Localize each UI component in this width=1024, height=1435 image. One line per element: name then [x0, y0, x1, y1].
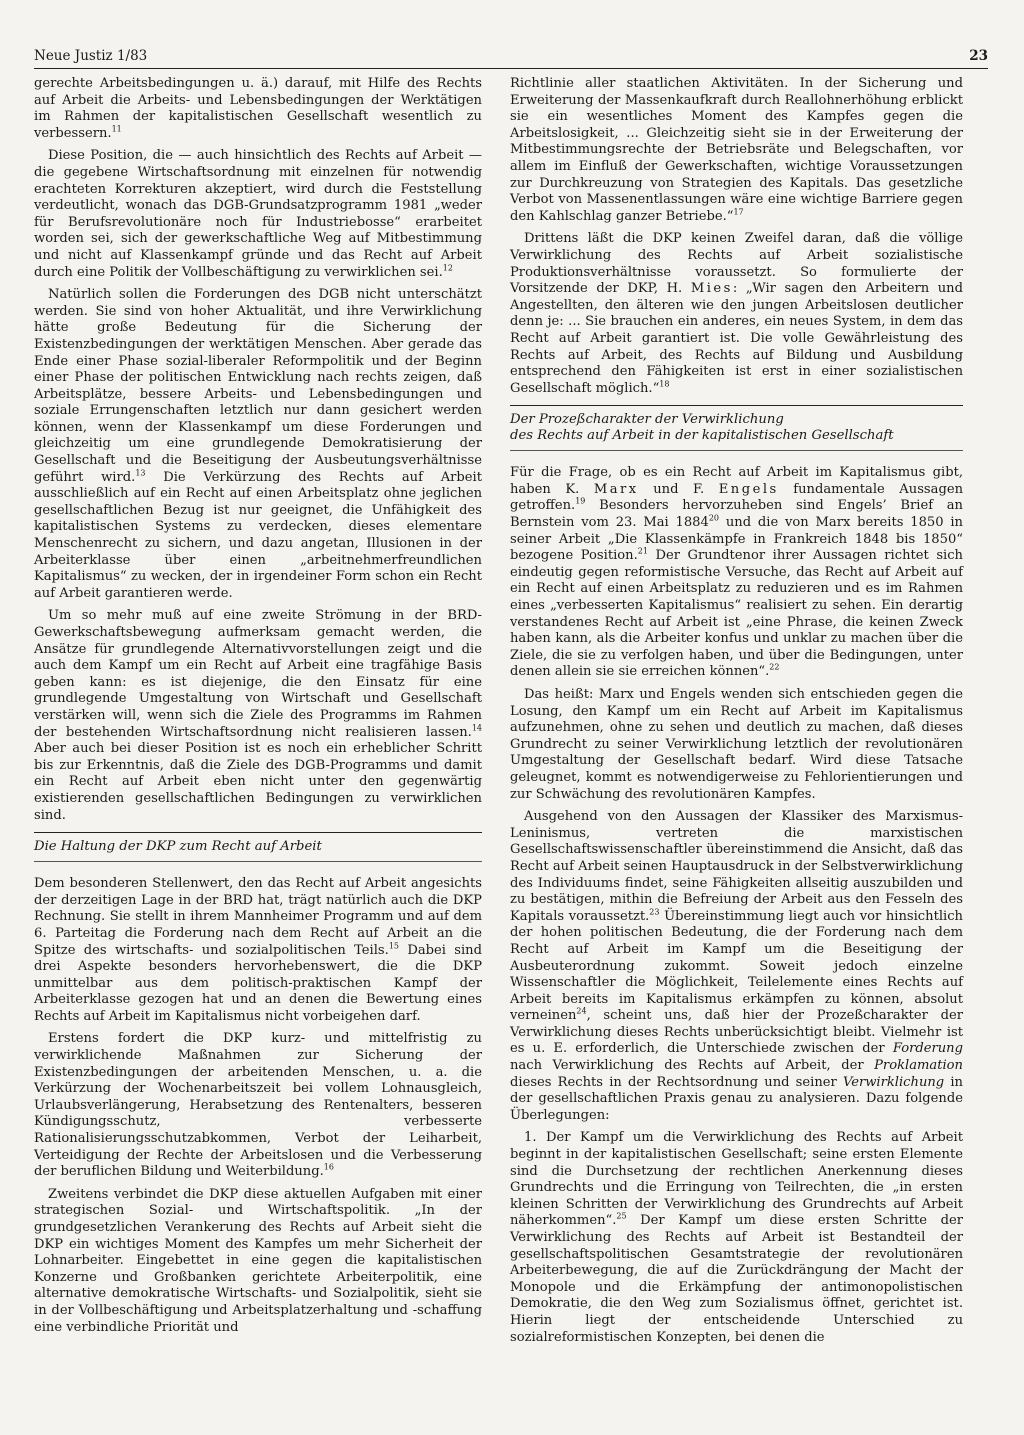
section-heading-line: Der Prozeßcharakter der Verwirklichung [510, 412, 784, 428]
paragraph: Für die Frage, ob es ein Recht auf Arbeit im Kapitalismus gibt, haben K. Marx und F. Engels fundamentale Aussagen getroffen.$^{19}$ Besonders hervorzuheben sind Engels’ Brief an Bernstein vom 23. Mai 1884$^{20}$ und die von Marx bereits 1850 in seiner Arbeit „Die Klassenkämpfe in Frankreich 1848 bis 1850“ bezogene Position.$^{21}$ Der Grundtenor ihrer Aussagen richtet sich eindeutig gegen reformistische Versuche, das Recht auf Arbeit auf ein Recht auf einen Arbeitsplatz zu reduzieren und es im Rahmen eines „verbesserten Kapitalismus“ realisiert zu sehen. Ein derartig verstandenes Recht auf Arbeit ist „eine Phrase, die keinen Zweck haben kann, als die Arbeiter konfus und unklar zu machen über die Ziele, die sie zu verfolgen haben, und über die Bedingungen, unter denen allein sie sie erreichen können“.$^{22}$ [510, 465, 964, 680]
paragraph: Erstens fordert die DKP kurz- und mittelfristig zu verwirklichende Maßnahmen zur Sicherung der Existenzbedingungen der arbeitenden Menschen, u. a. die Verkürzung der Wochenarbeitszeit bei vollem Lohnausgleich, Urlaubsverlängerung, Herabsetzung des Rentenalters, besseren Kündigungsschutz, verbesserte Rationalisierungsschutzabkommen, Verbot der Leiharbeit, Verteidigung der Rechte der Arbeitslosen und die Verbesserung der beruflichen Bildung und Weiterbildung.$^{16}$ [34, 1031, 482, 1180]
paragraph: Dem besonderen Stellenwert, den das Recht auf Arbeit angesichts der derzeitigen Lage in der BRD hat, trägt natürlich auch die DKP Rechnung. Sie stellt in ihrem Mannheimer Programm und auf dem 6. Parteitag die Forderung nach dem Recht auf Arbeit an die Spitze des wirtschafts- und sozialpolitischen Teils.$^{15}$ Dabei sind drei Aspekte besonders hervorhebenswert, die die DKP unmittelbar aus dem politisch-praktischen Kampf der Arbeiterklasse gezogen hat und an denen die Bewertung eines Rechts auf Arbeit im Kapitalismus nicht vorbeigehen darf. [34, 876, 482, 1024]
paragraph: Um so mehr muß auf eine zweite Strömung in der BRD-Gewerkschaftsbewegung aufmerksam gemacht werden, die Ansätze für grundlegende Alternativvorstellungen zeigt und die auch dem Kampf um ein Recht auf Arbeit eine tragfähige Basis geben kann: es ist diejenige, die den Einsatz für eine grundlegende Umgestaltung von Wirtschaft und Gesellschaft verstärken will, wenn sich die Ziele des Programms im Rahmen der bestehenden Wirtschaftsordnung nicht realisieren lassen.$^{14}$ Aber auch bei dieser Position ist es noch ein erheblicher Schritt bis zur Erkenntnis, daß die Ziele des DGB-Programms und damit ein Recht auf Arbeit eben nicht unter den gegenwärtig existierenden gesellschaftlichen Bedingungen zu verwirklichen sind. [34, 608, 482, 823]
footnote-ref[interactable]: 22 [769, 663, 780, 673]
paragraph: Richtlinie aller staatlichen Aktivitäten. In der Sicherung und Erweiterung der Massenkaufkraft durch Reallohnerhöhung erblickt sie ein wesentliches Moment des Kampfes gegen die Arbeitslosigkeit, ... Gleichzeitig sieht sie in der Erweiterung der Mitbestimmungsrechte der Betriebsräte und Belegschaften, vor allem im Einfluß der Gewerkschaften, wichtige Voraussetzungen zur Durchkreuzung von Strategien des Kapitals. Das gesetzliche Verbot von Massenentlassungen wäre eine wichtige Barriere gegen den Kahlschlag ganzer Betriebe.“$^{17}$ [510, 76, 963, 224]
footnote-ref[interactable]: 25 [616, 1212, 627, 1222]
author-name: Marx [593, 481, 639, 497]
paragraph: Zweitens verbindet die DKP diese aktuellen Aufgaben mit einer strategischen Sozial- und Wirtschaftspolitik. „In der grundgesetzlichen Verankerung des Rechts auf Arbeit sieht die DKP ein wichtiges Moment des Kampfes um mehr Sicherheit der Lohnarbeiter. Eingebettet in eine gegen die kapitalistischen Konzerne und Großbanken gerichtete Arbeiterpolitik, eine alternative demokratische Wirtschafts- und Sozialpolitik, sieht sie in der Vollbeschäftigung und Arbeitsplatzerhaltung und -schaffung eine verbindliche Priorität und [34, 1186, 482, 1335]
footnote-ref[interactable]: 12 [442, 263, 453, 273]
page-number: 23 [969, 48, 988, 64]
paragraph: Das heißt: Marx und Engels wenden sich entschieden gegen die Losung, den Kampf um ein Recht auf Arbeit im Kapitalismus aufzunehmen, ohne zu sehen und deutlich zu machen, daß dieses Grundrecht zu seiner Verwirklichung letztlich der revolutionären Umgestaltung der Gesellschaft bedarf. Wird diese Tatsache geleugnet, kommt es notwendigerweise zu Fehlorientierungen und zur Schwächung des revolutionären Kampfes. [510, 687, 963, 802]
paragraph: Natürlich sollen die Forderungen des DGB nicht unterschätzt werden. Sie sind von hoher Aktualität, und ihre Verwirklichung hätte große Bedeutung für die Sicherung der Existenzbedingungen der werktätigen Menschen. Aber gerade das Ende einer Phase sozial-liberaler Reformpolitik und der Beginn einer Phase der politischen Entwicklung nach rechts zeigen, daß Arbeitsplätze, bessere Arbeits- und Lebensbedingungen und soziale Errungenschaften letztlich nur dann gesichert werden können, wenn der Klassenkampf um diese Forderungen und gleichzeitig um eine grundlegende Demokratisierung der Gesellschaft und die Beseitigung der Ausbeutungsverhältnisse geführt wird.$^{13}$ Die Verkürzung des Rechts auf Arbeit ausschließlich auf ein Recht auf einen Arbeitsplatz ohne jeglichen gesellschaftlichen Bezug ist nur geeignet, die Unfähigkeit des kapitalistischen Systems zu verdecken, dieses elementare Menschenrecht zu sichern, und dazu angetan, Illusionen in der Arbeiterklasse über einen „arbeitnehmerfreundlichen Kapitalismus“ zu wecken, der in irgendeiner Form schon ein Recht auf Arbeit garantieren werde. [34, 287, 482, 601]
footnote-ref[interactable]: 21 [637, 546, 648, 556]
section-heading-line: des Rechts auf Arbeit in der kapitalistischen Gesellschaft [510, 428, 894, 444]
paragraph: Ausgehend von den Aussagen der Klassiker des Marxismus-Leninismus, vertreten die marxistischen Gesellschaftswissenschaftler übereinstimmend die Ansicht, daß das Recht auf Arbeit seinen Hauptausdruck in der Selbstverwirklichung des Individuums findet, seine Fähigkeiten allseitig auszubilden und zu bestätigen, mithin die Befreiung der Arbeit aus den Fesseln des Kapitals voraussetzt.$^{23}$ Übereinstimmung liegt auch vor hinsichtlich der hohen politischen Bedeutung, die der Forderung nach dem Recht auf Arbeit im Kampf um die Beseitigung der Ausbeuterordnung zukommt. Soweit jedoch einzelne Wissenschaftler die Möglichkeit, Teilelemente eines Rechts auf Arbeit bereits im Kapitalismus erkämpfen zu können, absolut verneinen$^{24}$, scheint uns, daß hier der Prozeßcharakter der Verwirklichung dieses Rechts unberücksichtigt bleibt. Vielmehr ist es u. E. erforderlich, die Unterschiede zwischen der Forderung nach Verwirklichung des Rechts auf Arbeit, der Proklamation dieses Rechts in der Rechtsordnung und seiner Verwirklichung in der gesellschaftlichen Praxis genau zu analysieren. Dazu folgende Überlegungen: [510, 809, 963, 1123]
footnote-ref[interactable]: 17 [733, 207, 744, 217]
emphasis: Proklamation [874, 1058, 963, 1074]
footnote-ref[interactable]: 14 [471, 723, 482, 733]
footnote-ref[interactable]: 15 [388, 941, 399, 951]
right-column [510, 76, 963, 1352]
emphasis: Forderung [892, 1041, 963, 1057]
section-heading [510, 405, 963, 451]
footnote-ref[interactable]: 16 [323, 1162, 334, 1172]
footnote-ref[interactable]: 20 [708, 513, 720, 523]
footnote-ref[interactable]: 18 [659, 379, 670, 389]
left-column [34, 76, 482, 1342]
footnote-ref[interactable]: 24 [576, 1006, 587, 1016]
author-name: Mies [690, 281, 733, 297]
author-name: Engels [718, 481, 779, 497]
footnote-ref[interactable]: 23 [649, 907, 660, 917]
paragraph: Diese Position, die — auch hinsichtlich des Rechts auf Arbeit — die gegebene Wirtschaftsordnung mit einzelnen für notwendig erachteten Korrekturen akzeptiert, wird durch die Feststellung verdeutlicht, wonach das DGB-Grundsatzprogramm 1981 „weder für Berufsrevolutionäre noch für Industriebosse“ erarbeitet worden sei, sich der gewerkschaftliche Weg auf Mitbestimmung und nicht auf Klassenkampf gründe und das Recht auf Arbeit durch eine Politik der Vollbeschäftigung zu verwirklichen sei.$^{12}$ [34, 148, 482, 280]
emphasis: Verwirklichung [842, 1074, 945, 1090]
footnote-ref[interactable]: 11 [111, 124, 122, 134]
running-title: Neue Justiz 1/83 [34, 48, 148, 64]
paragraph: gerechte Arbeitsbedingungen u. ä.) darauf, mit Hilfe des Rechts auf Arbeit die Arbeits- und Lebensbedingungen der Werktätigen im Rahmen der kapitalistischen Gesellschaft wesentlich zu verbessern.$^{11}$ [34, 76, 482, 141]
footnote-ref[interactable]: 19 [575, 497, 586, 507]
page-header [34, 46, 988, 69]
section-heading: Die Haltung der DKP zum Recht auf Arbeit [34, 832, 482, 862]
paragraph: 1. Der Kampf um die Verwirklichung des Rechts auf Arbeit beginnt in der kapitalistischen Gesellschaft; seine ersten Elemente sind die Durchsetzung der rechtlichen Anerkennung dieses Grundrechts und die Erringung von Teilrechten, die „in ersten kleinen Schritten der Verwirklichung des Grundrechts auf Arbeit näherkommen“.$^{25}$ Der Kampf um diese ersten Schritte der Verwirklichung des Rechts auf Arbeit ist Bestandteil der gesellschaftspolitischen Gesamtstrategie der revolutionären Arbeiterbewegung, die auf die Zurückdrängung der Macht der Monopole und die Erkämpfung der antimonopolistischen Demokratie, die den Weg zum Sozialismus öffnet, gerichtet ist. Hierin liegt der entscheidende Unterschied zu sozialreformistischen Konzepten, bei denen die [510, 1130, 963, 1345]
paragraph: Drittens läßt die DKP keinen Zweifel daran, daß die völlige Verwirklichung des Rechts auf Arbeit sozialistische Produktionsverhältnisse voraussetzt. So formulierte der Vorsitzende der DKP, H. Mies: „Wir sagen den Arbeitern und Angestellten, den älteren wie den jungen Arbeitslosen deutlicher denn je: ... Sie brauchen ein anderes, ein neues System, in dem das Recht auf Arbeit garantiert ist. Die volle Gewährleistung des Rechts auf Arbeit, des Rechts auf Bildung und Ausbildung entsprechend den Fähigkeiten ist erst in einer sozialistischen Gesellschaft möglich.“$^{18}$ [510, 231, 963, 396]
footnote-ref[interactable]: 13 [135, 468, 146, 478]
